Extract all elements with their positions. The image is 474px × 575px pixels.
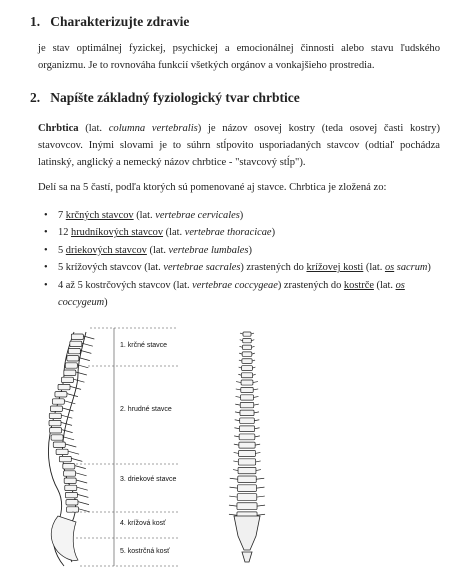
vertebra-icon bbox=[51, 435, 63, 440]
spinous-process-icon bbox=[79, 509, 90, 512]
item-text: 5 krížových stavcov (lat. bbox=[58, 262, 164, 274]
item-link[interactable]: hrudníkových stavcov bbox=[71, 227, 164, 239]
spine-term: Chrbtica bbox=[38, 123, 79, 134]
item-text: (lat. bbox=[163, 227, 185, 239]
spinous-process-icon bbox=[63, 437, 74, 440]
spinous-process-icon bbox=[77, 494, 88, 497]
division-text: Delí sa na 5 častí, podľa ktorých sú pomenované aj stavce. Chrbtica je zložená zo: bbox=[38, 182, 387, 193]
vertebra-icon bbox=[59, 456, 71, 461]
spine-definition bbox=[38, 120, 440, 171]
item-latin: sacrum bbox=[394, 262, 428, 274]
item-text: ) zrastených do bbox=[277, 279, 344, 291]
vertebra-icon bbox=[241, 380, 253, 385]
vertebra-icon bbox=[238, 459, 255, 465]
definition-rest: ) je názov osovej kostry (teda osovej časti kostry) stavovcov. Inými slovami je to súhrn stĺpovito usporiadaných stavcov (odtiaľ pochádza latinský, anglický a nemecký názov chrbtice - "stavcový stĺp"). bbox=[38, 123, 441, 168]
vertebra-icon bbox=[243, 332, 251, 336]
spinous-process-icon bbox=[61, 415, 72, 418]
vertebra-icon bbox=[63, 464, 75, 469]
spinous-process-icon bbox=[71, 458, 82, 461]
item-latin: vertebrae sacrales bbox=[163, 262, 241, 274]
vertebra-icon bbox=[49, 420, 61, 425]
vertebra-icon bbox=[71, 334, 83, 339]
list-item bbox=[44, 259, 444, 276]
spinous-process-icon bbox=[77, 487, 88, 490]
vertebra-icon bbox=[67, 507, 79, 512]
vertebra-icon bbox=[65, 363, 77, 368]
item-latin: coccygeum bbox=[58, 297, 105, 309]
guide-lines bbox=[72, 328, 178, 566]
vertebra-icon bbox=[67, 356, 79, 361]
item-count: 5 bbox=[58, 244, 66, 256]
vertebra-icon bbox=[239, 426, 254, 432]
spinous-process-icon bbox=[76, 372, 87, 375]
bullet-icon: • bbox=[44, 244, 48, 256]
vertebrae-list bbox=[44, 207, 444, 311]
vertebra-icon bbox=[243, 339, 252, 343]
item-latin: vertebrae coccygeae bbox=[192, 279, 278, 291]
vertebra-icon bbox=[58, 384, 70, 389]
item-text: ) bbox=[271, 227, 276, 239]
vertebra-icon bbox=[65, 485, 77, 490]
vertebra-icon bbox=[50, 406, 62, 411]
vertebra-icon bbox=[49, 413, 61, 418]
vertebra-icon bbox=[242, 352, 252, 357]
vertebra-icon bbox=[50, 428, 62, 433]
spinous-process-icon bbox=[76, 480, 87, 483]
vertebra-icon bbox=[241, 373, 252, 378]
section-1-text: je stav optimálnej fyzickej, psychickej a emocionálnej činnosti alebo stavu ľudského organizmu. Je to rovnováha funkcií všetkých orgánov a vonkajšieho prostredia. bbox=[38, 43, 440, 71]
item-text: (lat. bbox=[363, 262, 385, 274]
vertebra-icon bbox=[64, 370, 76, 375]
vertebra-icon bbox=[55, 392, 67, 397]
section-2-heading bbox=[30, 90, 300, 106]
vertebra-icon bbox=[242, 359, 252, 364]
spinous-process-icon bbox=[65, 444, 76, 447]
lateral-sacrum-icon bbox=[51, 516, 78, 561]
vertebra-icon bbox=[237, 494, 257, 501]
section-2-title: Napíšte základný fyziologický tvar chrbtice bbox=[50, 90, 300, 105]
latin-term: columna vertebralis bbox=[108, 123, 198, 134]
item-latin-link[interactable]: os bbox=[395, 279, 405, 291]
item-text: (lat. bbox=[146, 244, 169, 256]
item-text: ) bbox=[427, 262, 431, 274]
section-1-title: Charakterizujte zdravie bbox=[50, 14, 190, 29]
vertebra-icon bbox=[53, 442, 65, 447]
vertebra-icon bbox=[56, 449, 68, 454]
label-thoracic: 2. hrudné stavce bbox=[120, 406, 172, 413]
vertebra-icon bbox=[68, 348, 80, 353]
spinous-process-icon bbox=[78, 502, 89, 505]
item-text: (lat. bbox=[133, 210, 156, 221]
label-sacrum: 4. krížová kosť bbox=[120, 520, 166, 527]
item-link[interactable]: driekových stavcov bbox=[65, 244, 147, 256]
vertebra-icon bbox=[237, 503, 257, 510]
vertebra-icon bbox=[239, 450, 256, 456]
spinous-process-icon bbox=[80, 350, 91, 353]
label-coccyx: 5. kostrčná kosť bbox=[120, 548, 170, 555]
item-link[interactable]: kostrče bbox=[343, 279, 374, 291]
vertebra-icon bbox=[61, 377, 73, 382]
item-latin: vertebrae lumbales bbox=[168, 244, 249, 256]
list-item bbox=[44, 242, 444, 259]
vertebra-icon bbox=[242, 366, 253, 371]
vertebra-icon bbox=[52, 399, 64, 404]
vertebra-icon bbox=[65, 492, 77, 497]
list-item bbox=[44, 277, 444, 312]
bullet-icon: • bbox=[44, 262, 48, 274]
vertebra-icon bbox=[64, 471, 76, 476]
spinous-process-icon bbox=[82, 343, 93, 346]
item-count: 7 bbox=[58, 210, 66, 221]
vertebra-icon bbox=[240, 418, 255, 424]
section-1-number: 1. bbox=[30, 14, 41, 29]
label-lumbar: 3. driekové stavce bbox=[120, 476, 177, 483]
sacrum-icon bbox=[234, 516, 260, 562]
item-text: (lat. bbox=[373, 279, 396, 291]
vertebra-icon bbox=[240, 410, 254, 416]
item-latin-link[interactable]: os bbox=[384, 262, 395, 274]
bullet-icon: • bbox=[44, 279, 48, 291]
vertebra-icon bbox=[240, 402, 254, 407]
item-text: 4 až 5 kostrčových stavcov (lat. bbox=[58, 279, 193, 291]
bullet-icon: • bbox=[44, 210, 48, 221]
spinous-process-icon bbox=[79, 358, 90, 361]
spinous-process-icon bbox=[62, 408, 73, 411]
spinous-process-icon bbox=[75, 466, 86, 469]
spinous-process-icon bbox=[62, 430, 73, 433]
item-text: ) bbox=[239, 210, 244, 221]
item-link[interactable]: krčných stavcov bbox=[65, 210, 134, 221]
spinous-process-icon bbox=[73, 379, 84, 382]
vertebra-icon bbox=[238, 485, 257, 492]
vertebra-icon bbox=[239, 442, 255, 448]
item-latin: vertebrae thoracicae bbox=[184, 227, 272, 239]
item-latin: vertebrae cervicales bbox=[155, 210, 240, 221]
vertebra-icon bbox=[241, 387, 253, 392]
vertebra-icon bbox=[242, 345, 251, 349]
list-item bbox=[44, 207, 444, 224]
item-count: 12 bbox=[58, 227, 71, 239]
item-text: ) bbox=[248, 244, 252, 256]
section-1-heading bbox=[30, 14, 189, 30]
spinous-process-icon bbox=[68, 451, 79, 454]
lat-prefix: (lat. bbox=[78, 123, 109, 134]
vertebra-icon bbox=[241, 395, 254, 400]
vertebra-icon bbox=[70, 341, 82, 346]
item-link[interactable]: krížovej kosti bbox=[306, 262, 364, 274]
vertebra-icon bbox=[64, 478, 76, 483]
spinous-process-icon bbox=[64, 401, 75, 404]
spinous-process-icon bbox=[67, 394, 78, 397]
spinous-process-icon bbox=[76, 473, 87, 476]
front-spine-icon bbox=[229, 332, 265, 519]
vertebra-icon bbox=[238, 467, 256, 473]
label-cervical: 1. krčné stavce bbox=[120, 342, 168, 349]
bullet-icon: • bbox=[44, 227, 48, 239]
vertebra-icon bbox=[66, 500, 78, 505]
list-item bbox=[44, 224, 444, 241]
spine-drawing bbox=[28, 326, 448, 570]
section-2-number: 2. bbox=[30, 90, 41, 105]
item-text: ) bbox=[104, 297, 108, 309]
vertebra-icon bbox=[239, 434, 255, 440]
vertebra-icon bbox=[238, 476, 256, 482]
spine-illustration bbox=[28, 326, 448, 570]
item-text: ) zrastených do bbox=[240, 262, 307, 274]
